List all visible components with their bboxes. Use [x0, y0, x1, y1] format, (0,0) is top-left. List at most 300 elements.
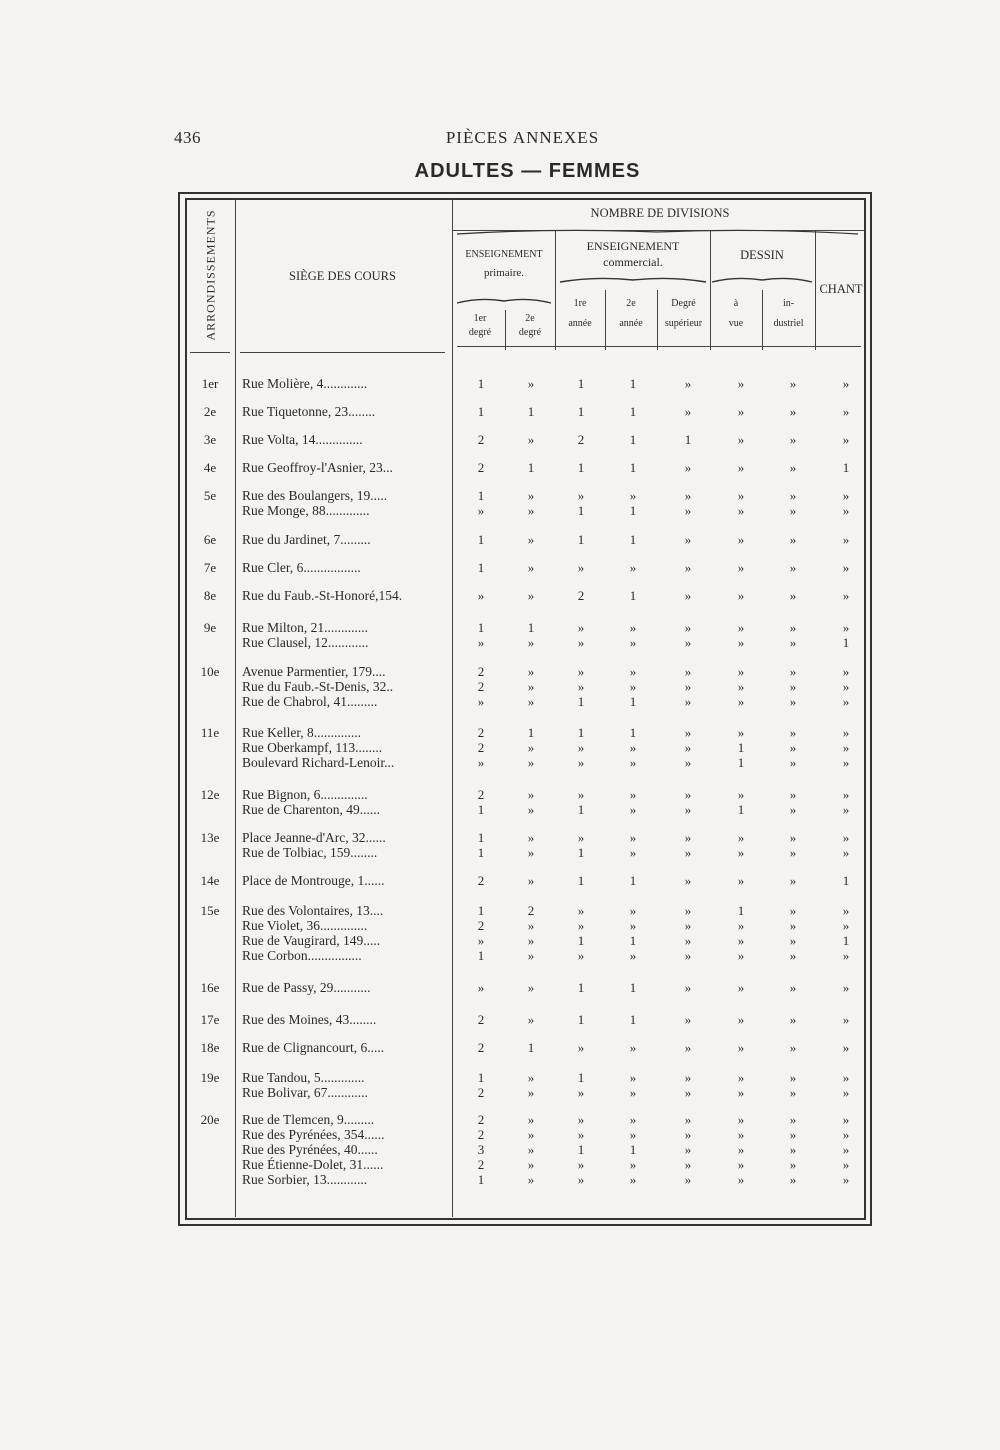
value-cell: »: [737, 679, 745, 694]
street-cell: Rue Tandou, 5.............: [242, 1070, 365, 1085]
value-cell: 1: [527, 620, 535, 635]
value-cell: 1: [629, 432, 637, 447]
value-cell: »: [789, 1172, 797, 1187]
street-cell: Rue de Vaugirard, 149.....: [242, 933, 381, 948]
value-cell: »: [629, 787, 637, 802]
value-cell: »: [629, 802, 637, 817]
value-cell: »: [789, 432, 797, 447]
value-cell: »: [842, 787, 850, 802]
value-cell: »: [842, 1142, 850, 1157]
value-cell: 2: [477, 918, 485, 933]
arrondissement-cell: 19e: [200, 1070, 220, 1085]
value-cell: »: [684, 1142, 692, 1157]
col-2e-annee-a: 2e: [626, 298, 636, 309]
value-cell: 1: [477, 376, 485, 391]
value-cell: »: [842, 376, 850, 391]
value-cell: »: [527, 1070, 535, 1085]
value-cell: »: [629, 664, 637, 679]
value-cell: »: [737, 560, 745, 575]
value-cell: 1: [577, 1070, 585, 1085]
value-cell: »: [629, 755, 637, 770]
value-cell: 2: [577, 432, 585, 447]
value-cell: 1: [577, 532, 585, 547]
value-cell: »: [527, 845, 535, 860]
value-cell: »: [737, 460, 745, 475]
value-cell: »: [842, 755, 850, 770]
value-cell: »: [684, 1157, 692, 1172]
value-cell: »: [684, 503, 692, 518]
value-cell: 1: [629, 588, 637, 603]
value-cell: 1: [629, 460, 637, 475]
value-cell: »: [684, 694, 692, 709]
value-cell: »: [527, 1112, 535, 1127]
value-cell: »: [842, 1112, 850, 1127]
value-cell: »: [577, 1157, 585, 1172]
brace-commercial: [558, 274, 708, 286]
col-2e-annee-b: année: [619, 317, 643, 329]
value-cell: »: [737, 787, 745, 802]
brace-nombre: [455, 226, 860, 238]
value-cell: 1: [577, 845, 585, 860]
arrondissement-cell: 11e: [200, 725, 220, 740]
value-cell: »: [527, 1142, 535, 1157]
value-cell: »: [789, 1157, 797, 1172]
value-cell: »: [684, 404, 692, 419]
value-cell: »: [789, 1127, 797, 1142]
arrondissement-cell: 16e: [200, 980, 220, 995]
arrondissement-cell: 15e: [200, 903, 220, 918]
value-cell: 1: [629, 1012, 637, 1027]
value-cell: »: [789, 830, 797, 845]
value-cell: »: [477, 980, 485, 995]
value-cell: »: [737, 532, 745, 547]
value-cell: »: [842, 694, 850, 709]
col-a-vue: [710, 297, 762, 330]
value-cell: 2: [477, 460, 485, 475]
value-cell: »: [737, 933, 745, 948]
value-cell: »: [527, 503, 535, 518]
street-cell: Boulevard Richard-Lenoir...: [242, 755, 395, 770]
street-cell: Rue Oberkampf, 113........: [242, 740, 383, 755]
value-cell: »: [577, 635, 585, 650]
value-cell: 2: [477, 1040, 485, 1055]
value-cell: 1: [629, 873, 637, 888]
rule-hdr-vals: [457, 346, 861, 347]
value-cell: 1: [684, 432, 692, 447]
col-industriel-b: dustriel: [773, 317, 804, 329]
value-cell: »: [577, 1127, 585, 1142]
value-cell: 2: [577, 588, 585, 603]
value-cell: 1: [842, 933, 850, 948]
value-cell: 1: [629, 725, 637, 740]
value-cell: 1: [477, 532, 485, 547]
value-cell: »: [789, 787, 797, 802]
arrondissement-cell: 7e: [203, 560, 217, 575]
street-cell: Rue Cler, 6.................: [242, 560, 361, 575]
arrondissement-cell: 14e: [200, 873, 220, 888]
arrondissement-cell: 12e: [200, 787, 220, 802]
value-cell: »: [629, 740, 637, 755]
value-cell: »: [527, 740, 535, 755]
value-cell: 1: [477, 1172, 485, 1187]
value-cell: 1: [577, 460, 585, 475]
value-cell: »: [737, 1085, 745, 1100]
value-cell: »: [527, 1157, 535, 1172]
street-cell: Rue des Moines, 43........: [242, 1012, 377, 1027]
value-cell: »: [789, 903, 797, 918]
value-cell: »: [577, 948, 585, 963]
value-cell: »: [684, 725, 692, 740]
value-cell: »: [527, 432, 535, 447]
street-cell: Rue Milton, 21.............: [242, 620, 369, 635]
col-degre-superieur-b: supérieur: [664, 317, 703, 329]
value-cell: »: [842, 980, 850, 995]
value-cell: »: [789, 933, 797, 948]
value-cell: 1: [577, 1012, 585, 1027]
value-cell: »: [629, 1112, 637, 1127]
value-cell: 1: [527, 460, 535, 475]
value-cell: »: [842, 918, 850, 933]
value-cell: »: [527, 694, 535, 709]
value-cell: »: [842, 1070, 850, 1085]
value-cell: »: [842, 903, 850, 918]
value-cell: 1: [629, 503, 637, 518]
street-cell: Rue de Charenton, 49......: [242, 802, 380, 817]
arrondissement-cell: 3e: [203, 432, 217, 447]
value-cell: 1: [737, 802, 745, 817]
street-cell: Rue de Tlemcen, 9.........: [242, 1112, 375, 1127]
value-cell: »: [477, 933, 485, 948]
value-cell: »: [789, 1085, 797, 1100]
value-cell: »: [737, 694, 745, 709]
value-cell: »: [629, 845, 637, 860]
value-cell: »: [629, 620, 637, 635]
ens-commercial-line1: ENSEIGNEMENT: [586, 239, 680, 253]
street-cell: Rue du Jardinet, 7.........: [242, 532, 371, 547]
value-cell: »: [477, 755, 485, 770]
value-cell: »: [527, 635, 535, 650]
value-cell: 2: [477, 664, 485, 679]
value-cell: »: [684, 679, 692, 694]
col-a-vue-a: à: [733, 298, 739, 309]
rule-hdr-arr: [190, 352, 230, 353]
value-cell: 2: [477, 740, 485, 755]
value-cell: »: [629, 560, 637, 575]
street-cell: Rue de Passy, 29...........: [242, 980, 371, 995]
value-cell: »: [629, 1070, 637, 1085]
col-2e-annee: [605, 297, 657, 330]
value-cell: »: [527, 873, 535, 888]
value-cell: »: [629, 635, 637, 650]
street-cell: Rue Geoffroy-l'Asnier, 23...: [242, 460, 393, 475]
value-cell: »: [629, 1172, 637, 1187]
value-cell: »: [477, 588, 485, 603]
value-cell: »: [737, 1157, 745, 1172]
value-cell: »: [789, 948, 797, 963]
value-cell: »: [629, 948, 637, 963]
arrondissement-cell: 6e: [203, 532, 217, 547]
running-head: PIÈCES ANNEXES: [445, 128, 600, 147]
value-cell: »: [477, 503, 485, 518]
brace-dessin: [710, 274, 814, 286]
value-cell: 1: [629, 980, 637, 995]
value-cell: »: [842, 679, 850, 694]
rule-arr: [235, 199, 236, 1217]
value-cell: »: [842, 1012, 850, 1027]
value-cell: »: [737, 664, 745, 679]
value-cell: »: [684, 903, 692, 918]
value-cell: »: [789, 404, 797, 419]
value-cell: »: [527, 376, 535, 391]
value-cell: 2: [477, 787, 485, 802]
value-cell: »: [684, 948, 692, 963]
street-cell: Rue du Faub.-St-Honoré,154.: [242, 588, 403, 603]
col-industriel-a: in-: [782, 298, 795, 309]
value-cell: 1: [737, 755, 745, 770]
value-cell: »: [629, 830, 637, 845]
arrondissement-cell: 20e: [200, 1112, 220, 1127]
value-cell: 1: [737, 740, 745, 755]
col-industriel: [762, 297, 815, 330]
value-cell: »: [842, 1127, 850, 1142]
value-cell: »: [684, 1085, 692, 1100]
value-cell: »: [577, 560, 585, 575]
value-cell: »: [789, 664, 797, 679]
value-cell: »: [789, 620, 797, 635]
value-cell: »: [577, 830, 585, 845]
value-cell: »: [842, 1172, 850, 1187]
value-cell: »: [629, 1085, 637, 1100]
value-cell: »: [577, 918, 585, 933]
street-cell: Rue Bolivar, 67............: [242, 1085, 368, 1100]
value-cell: 1: [629, 532, 637, 547]
value-cell: »: [527, 560, 535, 575]
value-cell: 1: [737, 903, 745, 918]
value-cell: »: [577, 1172, 585, 1187]
value-cell: »: [577, 1112, 585, 1127]
value-cell: »: [737, 980, 745, 995]
value-cell: »: [842, 830, 850, 845]
col-1er-degre-a: 1er: [473, 313, 487, 324]
value-cell: »: [789, 740, 797, 755]
value-cell: 2: [477, 679, 485, 694]
value-cell: »: [789, 980, 797, 995]
value-cell: »: [789, 1040, 797, 1055]
value-cell: 2: [477, 1112, 485, 1127]
ens-commercial-header: [558, 238, 708, 270]
value-cell: 1: [842, 460, 850, 475]
col-degre-superieur-a: Degré: [671, 298, 696, 309]
value-cell: »: [842, 620, 850, 635]
value-cell: »: [684, 755, 692, 770]
value-cell: »: [789, 918, 797, 933]
value-cell: »: [527, 787, 535, 802]
value-cell: 1: [629, 694, 637, 709]
value-cell: »: [684, 845, 692, 860]
street-cell: Rue Étienne-Dolet, 31......: [242, 1157, 384, 1172]
street-cell: Rue Molière, 4.............: [242, 376, 368, 391]
value-cell: »: [842, 1085, 850, 1100]
value-cell: 1: [527, 404, 535, 419]
value-cell: »: [737, 830, 745, 845]
street-cell: Rue Monge, 88.............: [242, 503, 370, 518]
ens-primaire-header: [455, 248, 553, 280]
value-cell: »: [842, 503, 850, 518]
col-2e-degre-a: 2e: [525, 313, 535, 324]
arrondissements-header: ARRONDISSEMENTS: [203, 209, 218, 341]
value-cell: »: [684, 802, 692, 817]
value-cell: »: [684, 488, 692, 503]
value-cell: 1: [477, 830, 485, 845]
value-cell: »: [684, 787, 692, 802]
street-cell: Rue de Tolbiac, 159........: [242, 845, 378, 860]
value-cell: »: [842, 664, 850, 679]
value-cell: 1: [842, 873, 850, 888]
value-cell: »: [789, 755, 797, 770]
value-cell: »: [527, 918, 535, 933]
value-cell: 1: [577, 694, 585, 709]
value-cell: »: [684, 588, 692, 603]
rule-c5: [710, 230, 711, 350]
value-cell: 1: [629, 933, 637, 948]
arrondissement-cell: 4e: [203, 460, 217, 475]
value-cell: 1: [577, 980, 585, 995]
street-cell: Rue du Faub.-St-Denis, 32..: [242, 679, 394, 694]
street-cell: Rue des Volontaires, 13....: [242, 903, 384, 918]
value-cell: 1: [629, 1142, 637, 1157]
value-cell: »: [737, 488, 745, 503]
value-cell: »: [527, 679, 535, 694]
value-cell: 1: [842, 635, 850, 650]
value-cell: »: [629, 1157, 637, 1172]
value-cell: »: [737, 873, 745, 888]
value-cell: »: [842, 948, 850, 963]
value-cell: »: [789, 802, 797, 817]
page-title: ADULTES — FEMMES: [414, 160, 641, 182]
brace-primaire: [455, 295, 553, 307]
arrondissement-cell: 13e: [200, 830, 220, 845]
value-cell: 2: [477, 1085, 485, 1100]
col-2e-degre: [505, 312, 555, 339]
value-cell: 1: [477, 802, 485, 817]
value-cell: »: [684, 532, 692, 547]
arrondissement-cell: 8e: [203, 588, 217, 603]
nombre-header: NOMBRE DE DIVISIONS: [590, 206, 730, 220]
value-cell: 2: [477, 873, 485, 888]
value-cell: »: [684, 740, 692, 755]
col-1er-degre-b: degré: [468, 326, 492, 338]
value-cell: »: [789, 560, 797, 575]
ens-primaire-line1: ENSEIGNEMENT: [465, 249, 543, 260]
value-cell: 1: [577, 725, 585, 740]
street-cell: Rue des Boulangers, 19.....: [242, 488, 388, 503]
street-cell: Place Jeanne-d'Arc, 32......: [242, 830, 386, 845]
street-cell: Rue Clausel, 12............: [242, 635, 369, 650]
street-cell: Rue des Pyrénées, 40......: [242, 1142, 378, 1157]
value-cell: 1: [477, 620, 485, 635]
street-cell: Rue Tiquetonne, 23........: [242, 404, 376, 419]
value-cell: »: [789, 845, 797, 860]
value-cell: »: [737, 1012, 745, 1027]
value-cell: »: [477, 635, 485, 650]
value-cell: 2: [477, 1157, 485, 1172]
value-cell: 1: [477, 560, 485, 575]
value-cell: »: [527, 488, 535, 503]
value-cell: »: [527, 664, 535, 679]
value-cell: 1: [577, 873, 585, 888]
value-cell: »: [737, 588, 745, 603]
value-cell: »: [737, 948, 745, 963]
value-cell: »: [684, 560, 692, 575]
value-cell: »: [789, 1142, 797, 1157]
value-cell: »: [629, 1127, 637, 1142]
value-cell: »: [527, 1127, 535, 1142]
value-cell: »: [789, 1012, 797, 1027]
value-cell: »: [842, 725, 850, 740]
value-cell: »: [684, 1112, 692, 1127]
col-a-vue-b: vue: [728, 317, 744, 329]
value-cell: »: [737, 1172, 745, 1187]
col-1er-degre: [455, 312, 505, 339]
value-cell: »: [842, 588, 850, 603]
value-cell: »: [527, 588, 535, 603]
arrondissement-cell: 9e: [203, 620, 217, 635]
rule-siege: [452, 199, 453, 1217]
value-cell: »: [842, 532, 850, 547]
value-cell: »: [737, 620, 745, 635]
value-cell: »: [577, 903, 585, 918]
street-cell: Rue Keller, 8..............: [242, 725, 362, 740]
siege-header: SIÈGE DES COURS: [289, 269, 396, 283]
value-cell: 1: [629, 376, 637, 391]
value-cell: »: [577, 1085, 585, 1100]
value-cell: »: [629, 679, 637, 694]
value-cell: 2: [527, 903, 535, 918]
value-cell: 1: [577, 933, 585, 948]
value-cell: »: [629, 488, 637, 503]
value-cell: »: [789, 635, 797, 650]
value-cell: »: [577, 787, 585, 802]
value-cell: 2: [477, 1012, 485, 1027]
value-cell: »: [842, 802, 850, 817]
value-cell: »: [684, 620, 692, 635]
value-cell: 1: [477, 488, 485, 503]
value-cell: 2: [477, 1127, 485, 1142]
value-cell: »: [842, 560, 850, 575]
value-cell: »: [789, 873, 797, 888]
street-cell: Rue Volta, 14..............: [242, 432, 363, 447]
value-cell: »: [737, 1142, 745, 1157]
value-cell: »: [527, 980, 535, 995]
value-cell: »: [737, 635, 745, 650]
value-cell: 2: [477, 432, 485, 447]
arrondissement-cell: 10e: [200, 664, 220, 679]
value-cell: 1: [477, 948, 485, 963]
street-cell: Rue Corbon................: [242, 948, 362, 963]
value-cell: »: [629, 903, 637, 918]
value-cell: »: [684, 1127, 692, 1142]
value-cell: »: [842, 432, 850, 447]
value-cell: 1: [629, 404, 637, 419]
arrondissement-cell: 2e: [203, 404, 217, 419]
value-cell: »: [577, 620, 585, 635]
value-cell: »: [527, 802, 535, 817]
dessin-header: DESSIN: [740, 248, 784, 262]
col-1re-annee: [555, 297, 605, 330]
value-cell: »: [527, 755, 535, 770]
value-cell: »: [789, 532, 797, 547]
value-cell: »: [789, 503, 797, 518]
